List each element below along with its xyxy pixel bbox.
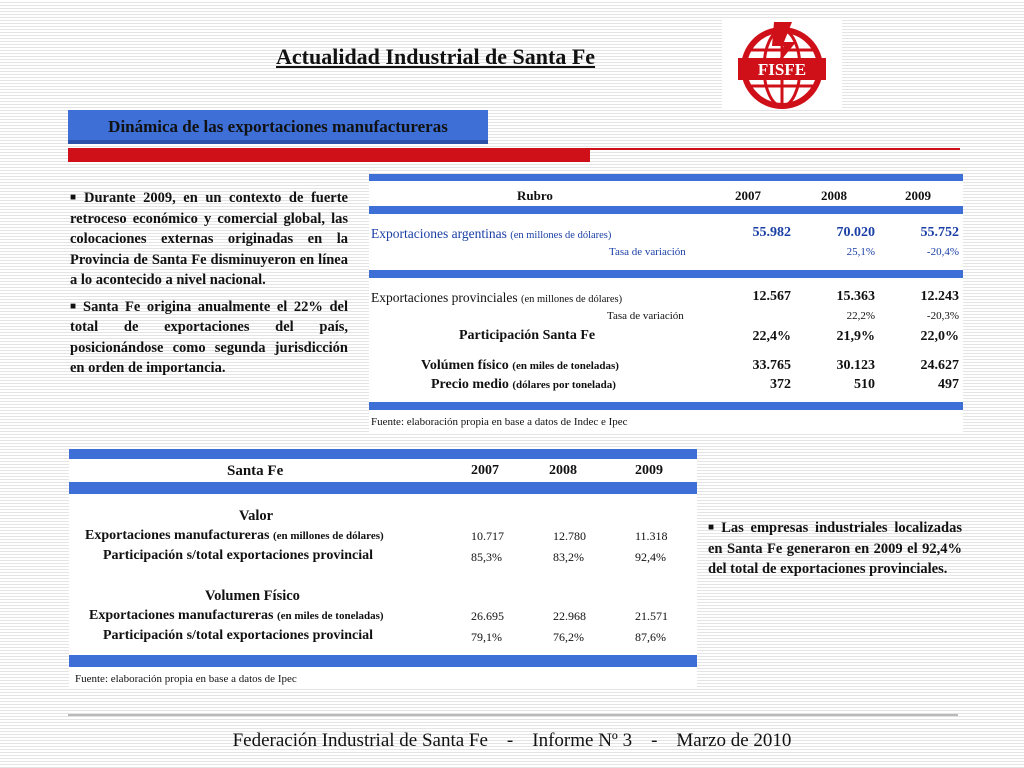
header-2007: 2007 [471, 463, 499, 478]
header-2009: 2009 [905, 188, 931, 203]
footer-divider [68, 714, 958, 716]
page-footer: Federación Industrial de Santa Fe - Informe Nº 3 - Marzo de 2010 [232, 730, 792, 751]
cell-value: -20,4% [926, 246, 959, 258]
red-divider-bar [68, 148, 590, 162]
cell-value: 497 [938, 377, 959, 392]
right-bullet-list [708, 518, 962, 580]
cell-value: 22,2% [846, 310, 875, 322]
row-label: Precio medio (dólares por tonelada) [431, 377, 616, 392]
cell-value: 92,4% [635, 550, 666, 564]
bullet-paragraph: Las empresas industriales localizadas en Santa Fe generaron en 2009 el 92,4% del total de exportaciones provinciales. [708, 520, 963, 577]
bullet-square-icon: ■ [70, 300, 79, 312]
row-label: Participación s/total exportaciones provincial [103, 548, 373, 563]
group-label-valor: Valor [239, 508, 274, 524]
cell-value: 85,3% [471, 550, 502, 564]
row-label: Exportaciones manufactureras (en millones de dólares) [85, 528, 384, 543]
cell-value: 11.318 [635, 529, 668, 543]
header-2008: 2008 [821, 188, 847, 203]
table-source-note: Fuente: elaboración propia en base a datos de Indec e Ipec [371, 416, 628, 428]
row-label: Participación Santa Fe [459, 328, 596, 343]
cell-value: 79,1% [471, 630, 502, 644]
cell-value: 22.968 [553, 609, 586, 623]
cell-value: 372 [770, 377, 791, 392]
cell-value: 83,2% [553, 550, 584, 564]
cell-value: 26.695 [471, 609, 504, 623]
cell-value: 21,9% [836, 329, 875, 344]
header-2007: 2007 [735, 188, 761, 203]
row-label: Volúmen físico (en miles de toneladas) [421, 358, 619, 373]
cell-value: 55.982 [752, 225, 791, 240]
table-bar [369, 206, 963, 214]
table-bar [69, 655, 697, 667]
cell-value: 33.765 [752, 358, 791, 373]
header-2008: 2008 [549, 463, 577, 478]
cell-value: 21.571 [635, 609, 668, 623]
row-label: Exportaciones manufactureras (en miles de toneladas) [89, 608, 384, 623]
cell-value: -20,3% [926, 310, 959, 322]
bullet-paragraph: ■ Santa Fe origina anualmente el 22% del total de exportaciones del país, posicionándose como segunda jurisdicción en orden de importancia. [70, 298, 348, 376]
cell-value: 10.717 [471, 529, 504, 543]
bullet-square-icon: ■ [708, 522, 718, 533]
cell-value: 15.363 [836, 289, 875, 304]
header-santa-fe: Santa Fe [227, 463, 284, 479]
manufacturing-exports-table [69, 449, 697, 689]
red-divider-line [590, 148, 960, 150]
table-bar [369, 174, 963, 181]
row-label: Tasa de variación [609, 246, 686, 258]
cell-value: 87,6% [635, 630, 666, 644]
cell-value: 76,2% [553, 630, 584, 644]
table-bar [369, 402, 963, 410]
cell-value: 55.752 [920, 225, 959, 240]
cell-value: 12.243 [920, 289, 959, 304]
table-source-note: Fuente: elaboración propia en base a datos de Ipec [75, 673, 297, 685]
row-label: Exportaciones argentinas (en millones de dólares) [371, 226, 612, 241]
cell-value: 12.780 [553, 529, 586, 543]
table-bar [369, 270, 963, 278]
header-rubro: Rubro [517, 188, 553, 203]
page-title: Actualidad Industrial de Santa Fe [276, 44, 596, 69]
cell-value: 510 [854, 377, 875, 392]
left-bullet-list [70, 188, 348, 385]
row-label: Exportaciones provinciales (en millones de dólares) [371, 290, 623, 305]
cell-value: 24.627 [920, 358, 959, 373]
bullet-square-icon: ■ [70, 192, 80, 203]
cell-value: 22,4% [752, 329, 791, 344]
bullet-paragraph: ■ Durante 2009, en un contexto de fuerte retroceso económico y comercial global, las colocaciones externas originadas en la Provincia de Santa Fe disminuyeron en línea a lo acontecido a nivel nacional. [70, 190, 348, 288]
header-2009: 2009 [635, 463, 663, 478]
svg-text:FISFE: FISFE [757, 60, 807, 79]
row-label: Tasa de variación [607, 310, 684, 322]
cell-value: 70.020 [836, 225, 875, 240]
section-header: Dinámica de las exportaciones manufactureras [68, 110, 488, 144]
table-bar [69, 449, 697, 459]
table-bar [69, 482, 697, 494]
group-label-volumen: Volumen Físico [205, 588, 300, 604]
cell-value: 25,1% [846, 246, 875, 258]
cell-value: 30.123 [836, 358, 875, 373]
fisfe-logo [722, 20, 842, 110]
exports-summary-table [369, 174, 963, 434]
cell-value: 12.567 [752, 289, 791, 304]
row-label: Participación s/total exportaciones provincial [103, 628, 373, 643]
cell-value: 22,0% [920, 329, 959, 344]
